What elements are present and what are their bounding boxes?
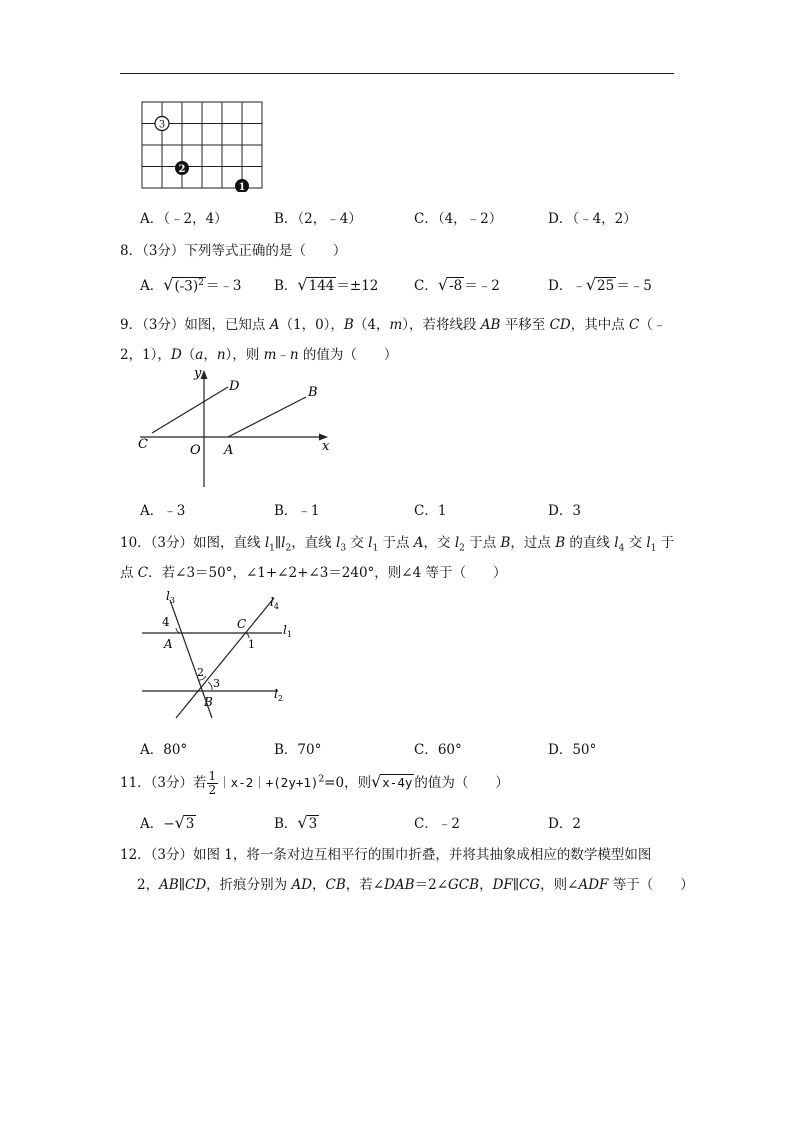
marker-3 [155, 117, 169, 131]
y-label: y [194, 366, 202, 381]
q10-option-d[interactable]: D．50° [548, 742, 597, 758]
q11-option-d[interactable]: D．2 [548, 816, 581, 832]
q12-stem-line2: 2，AB∥CD，折痕分别为 AD，CB，若∠DAB＝2∠GCB，DF∥CG，则∠ADF 等于（ ） [137, 877, 694, 893]
header-rule [120, 73, 674, 74]
q8-b-label: B． [274, 278, 298, 294]
point-a-label: A [164, 637, 173, 651]
angle-4-arc [176, 628, 180, 633]
q9-stem-line1: 9．（3分）如图，已知点 A（1，0），B（4，m），若将线段 AB 平移至 CD，其中点 C（﹣ [120, 317, 667, 333]
q8-d-result: ＝﹣5 [616, 278, 652, 294]
marker-1 [235, 179, 249, 192]
sqrt-icon: √ [585, 275, 597, 294]
angle-2-label: 2 [197, 666, 204, 679]
segment-ab [228, 397, 306, 437]
q10-option-a[interactable]: A．80° [140, 742, 188, 758]
segment-cd [152, 387, 228, 433]
point-a-label: A [224, 443, 234, 458]
q10-stem-line1: 10．（3分）如图，直线 $l_1\parallel l_2$，直线 $l_3$ 交 $l_1$ 于点 A，交 $l_2$ 于点 B，过点 B 的直线 $l_4$ 交 $l_1$ 于 [120, 535, 675, 554]
marker-2 [175, 161, 189, 175]
point-c-label: C [138, 437, 148, 452]
q8-a-label: A． [140, 278, 164, 294]
q8-c-result: ＝﹣2 [464, 278, 500, 294]
angle-4-label: 4 [162, 615, 170, 629]
q8-d-radicand: 25 [597, 278, 615, 294]
point-b-label: B [204, 695, 213, 709]
q8-option-c[interactable] [414, 274, 500, 294]
q9-coordinate-figure [136, 365, 336, 491]
q9-option-c[interactable]: C．1 [414, 503, 447, 519]
label-l4: $l_4$ [270, 595, 279, 611]
q12-stem-line1: 12．（3分）如图 1，将一条对边互相平行的围巾折叠，并将其抽象成相应的数学模型如图 [120, 847, 652, 863]
q7-option-a[interactable]: A．（﹣2，4） [140, 211, 228, 227]
label-l3: $l_3$ [166, 590, 175, 605]
svg-text:1: 1 [238, 182, 246, 192]
q7-grid-figure [140, 100, 266, 192]
q10-option-c[interactable]: C．60° [414, 742, 462, 758]
q10-stem-line2: 点 C．若∠3＝50°，∠1+∠2+∠3＝240°，则∠4 等于（ ） [120, 565, 507, 581]
point-b-label: B [308, 385, 318, 400]
q8-c-radicand: -8 [449, 278, 463, 294]
sqrt-icon: √ [297, 813, 308, 832]
label-l2: $l_2$ [274, 687, 283, 703]
sqrt-icon: √ [297, 275, 308, 294]
angle-1-label: 1 [248, 638, 255, 651]
q8-option-a[interactable] [140, 274, 241, 294]
q8-a-radicand: $(-3)^2$ [174, 277, 204, 294]
sqrt-icon: √ [371, 772, 382, 791]
angle-3-label: 3 [213, 677, 220, 690]
sqrt-icon: √ [174, 813, 185, 832]
q10-parallel-lines-figure [136, 590, 306, 722]
angle-3-arc [208, 682, 212, 690]
svg-text:2: 2 [178, 164, 186, 175]
q11-option-c[interactable]: C．﹣2 [414, 816, 460, 832]
point-d-label: D [229, 379, 240, 394]
q9-option-d[interactable]: D．3 [548, 503, 581, 519]
q10-option-b[interactable]: B．70° [274, 742, 322, 758]
q8-c-label: C． [414, 278, 438, 294]
point-c-label: C [237, 617, 247, 631]
q8-option-b[interactable] [274, 274, 378, 294]
q7-option-d[interactable]: D．（﹣4，2） [548, 211, 637, 227]
origin-label: O [190, 443, 201, 458]
sqrt-icon: √ [163, 275, 174, 294]
q11-option-b[interactable]: B．√3 [274, 813, 318, 832]
q7-option-c[interactable]: C．（4，﹣2） [414, 211, 503, 227]
label-l1: $l_1$ [283, 623, 292, 639]
q8-b-radicand: 144 [308, 278, 335, 294]
q11-stem: 11．（3分）若 $\frac{1}{2}$ $|x-2|+(2y+1)^2=0$，则√x-4y 的值为（ ） [120, 769, 509, 797]
fraction-one-half: $\frac{1}{2}$ [208, 769, 217, 797]
x-label: x [322, 439, 330, 454]
q9-stem-line2: 2，1），D（a，n），则 m﹣n 的值为（ ） [120, 347, 398, 363]
q9-option-b[interactable]: B．﹣1 [274, 503, 320, 519]
q8-b-result: ＝±12 [336, 278, 379, 294]
svg-text:3: 3 [158, 119, 166, 131]
q9-option-a[interactable]: A．﹣3 [140, 503, 186, 519]
q8-d-label: D．﹣ [548, 278, 586, 294]
q8-option-d[interactable] [548, 274, 652, 294]
q8-stem: 8．（3分）下列等式正确的是（ ） [120, 243, 347, 259]
sqrt-icon: √ [437, 275, 449, 294]
y-axis-arrow-icon [201, 370, 208, 379]
q8-a-result: ＝﹣3 [205, 278, 242, 294]
q11-option-a[interactable]: A．−√3 [140, 813, 195, 832]
q7-option-b[interactable]: B．（2，﹣4） [274, 211, 362, 227]
